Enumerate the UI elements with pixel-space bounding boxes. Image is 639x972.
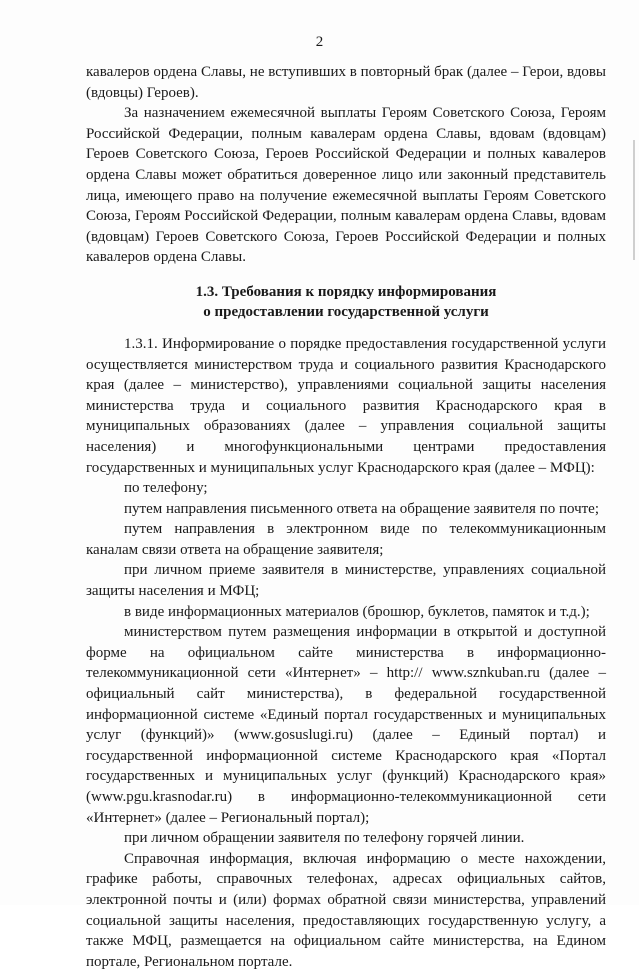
- paragraph: кавалеров ордена Славы, не вступивших в повторный брак (далее – Герои, вдовы (вдовцы) Героев).: [86, 64, 606, 101]
- list-item: министерством путем размещения информации в открытой и доступной форме на официальном сайте министерства в информационно-телекоммуникационной сети «Интернет» – http:// www.sznkuban.ru (далее – официальный сайт министерства), в федеральной государственной информационной системе «Единый портал государственных и муниципальных услуг (функций)» (www.gosuslugi.ru) (далее – Единый портал) и государственной информационной системе Краснодарского края «Портал государственных и муниципальных услуг (функций) Краснодарского края» (www.pgu.krasnodar.ru) в информационно-телекоммуникационной сети «Интернет» (далее – Региональный портал);: [86, 624, 606, 826]
- paragraph: Справочная информация, включая информацию о месте нахождении, графике работы, справочных телефонах, адресах официальных сайтов, электронной почты и (или) формах обратной связи министерства, управлений социальной защиты населения, предоставляющих государственную услугу, а также МФЦ, размещается на официальном сайте министерства, на Едином портале, Региональном портале.: [86, 850, 606, 970]
- section-heading-line: о предоставлении государственной услуги: [203, 303, 489, 320]
- list-item: при личном обращении заявителя по телефону горячей линии.: [124, 830, 525, 847]
- page-number: 2: [315, 34, 324, 50]
- paragraph: 1.3.1. Информирование о порядке предоставления государственной услуги осуществляется министерством труда и социального развития Краснодарского края (далее – министерство), управлениями социальной защиты населения министерства труда и социального развития Краснодарского края в муниципальных образованиях (далее – управления социальной защиты населения) и многофункциональными центрами предоставления государственных и муниципальных услуг Краснодарского края (далее – МФЦ):: [86, 335, 606, 476]
- scan-edge-shadow: [633, 140, 635, 260]
- section-heading: [86, 282, 606, 322]
- paragraph: За назначением ежемесячной выплаты Героям Советского Союза, Героям Российской Федерации, полным кавалерам ордена Славы, вдовам (вдовцам) Героев Советского Союза, Героев Российской Федерации и полных кавалеров ордена Славы может обратиться доверенное лицо или законный представитель лица, имеющего право на получение ежемесячной выплаты Героям Советского Союза, Героям Российской Федерации, полным кавалерам ордена Славы, вдовам (вдовцам) Героев Советского Союза, Героев Российской Федерации и полных кавалеров ордена Славы.: [86, 105, 606, 266]
- document-body: [86, 62, 606, 972]
- list-item: в виде информационных материалов (брошюр, буклетов, памяток и т.д.);: [124, 603, 590, 620]
- list-item: путем направления письменного ответа на обращение заявителя по почте;: [124, 500, 600, 517]
- list-item: при личном приеме заявителя в министерстве, управлениях социальной защиты населения и МФЦ;: [86, 562, 606, 600]
- list-item: путем направления в электронном виде по телекоммуникационным каналам связи ответа на обращение заявителя;: [86, 521, 606, 558]
- list-item: по телефону;: [124, 480, 208, 497]
- section-heading-line: 1.3. Требования к порядку информирования: [195, 283, 497, 300]
